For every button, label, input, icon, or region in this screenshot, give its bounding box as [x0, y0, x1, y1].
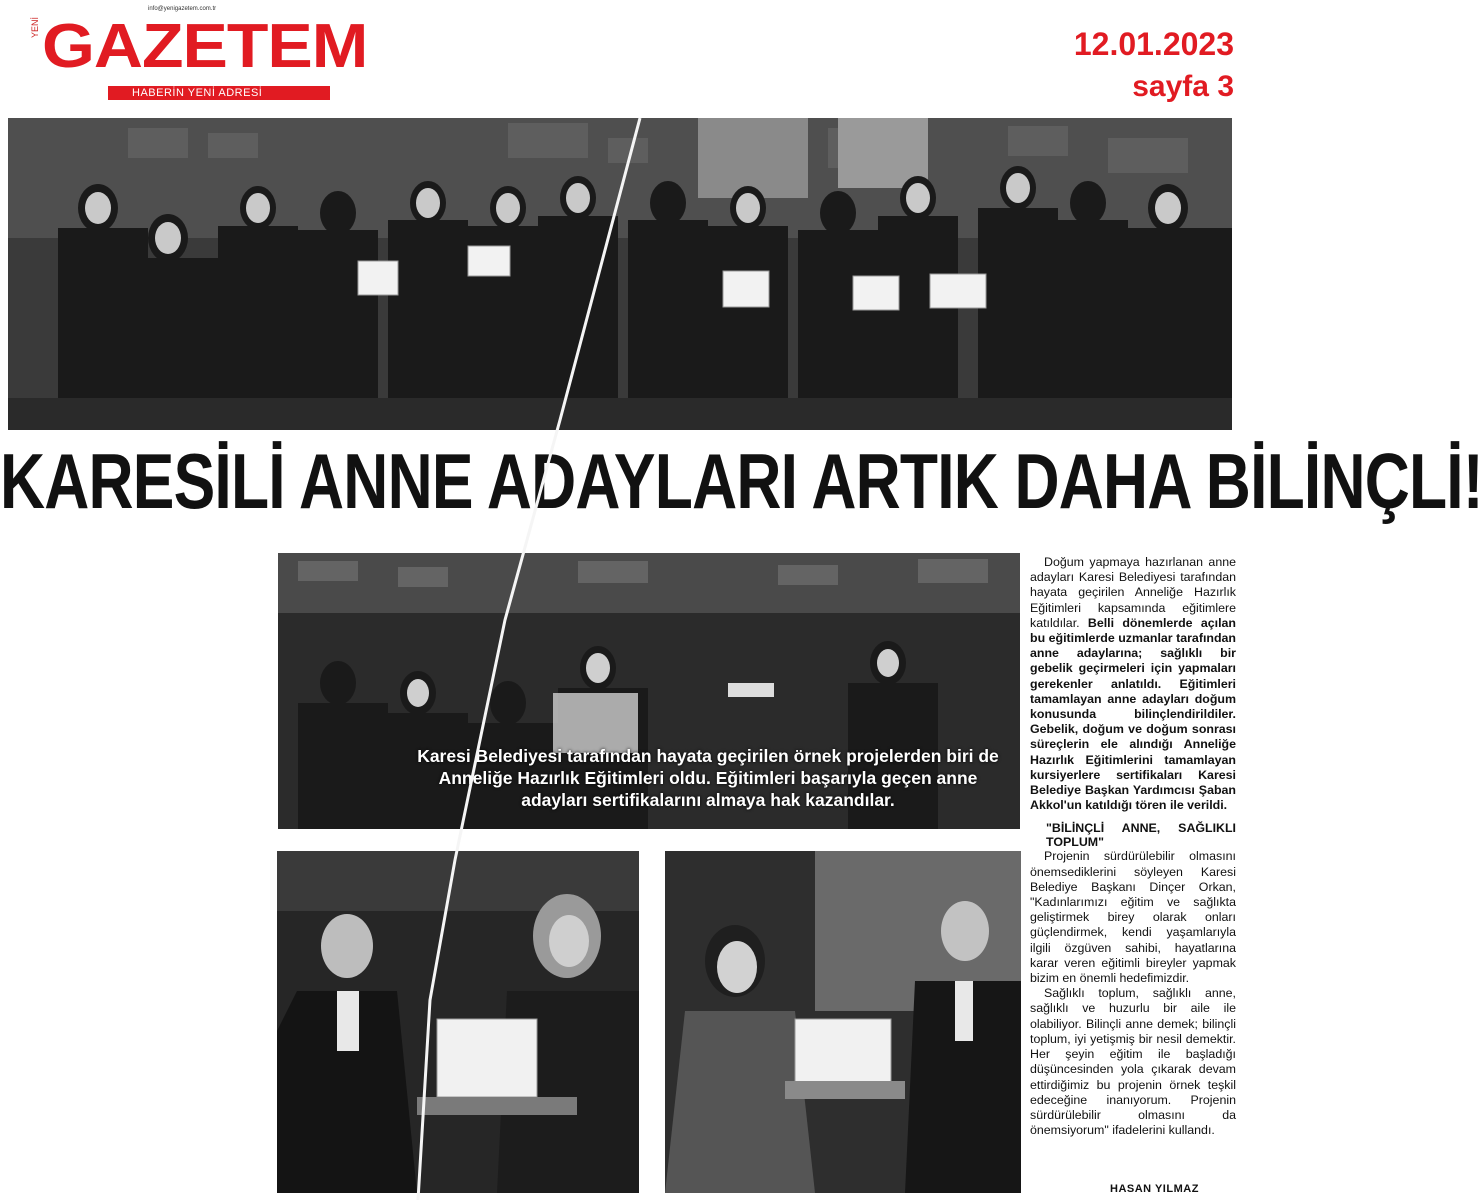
certificate-photo-right: [665, 851, 1021, 1193]
logo-prefix: YENİ: [30, 16, 40, 38]
article-body: [1030, 555, 1236, 1138]
publication-date: 12.01.2023: [1073, 26, 1234, 62]
article-paragraph-3: Sağlıklı toplum, sağlıklı anne, sağlıklı ve huzurlu bir aile ile olabiliyor. Bilinçli anne demek; bilinçli toplum, iyi yetişmiş bir nesil demektir. Her şeyin eğitim ile başladığı düşüncesinden yola çıkarak devam ettirdiğimiz bu projenin örnek teşkil edeceğine inanıyorum. Projenin sürdürülebilir olmasını da önemsiyorum" ifadelerini kullandı.: [1030, 986, 1236, 1138]
group-photo: [8, 118, 1232, 430]
masthead-logo: [8, 4, 368, 104]
classroom-photo: [278, 553, 1020, 829]
logo-slogan: HABERİN YENİ ADRESİ: [132, 87, 263, 99]
article-byline: HASAN YILMAZ: [1110, 1183, 1199, 1195]
logo-email: info@yenigazetem.com.tr: [148, 6, 217, 12]
article-subheading: "BİLİNÇLİ ANNE, SAĞLIKLI TOPLUM": [1046, 821, 1236, 850]
article-lead-bold: Belli dönemlerde açılan bu eğitimlerde uzmanlar tarafından anne adaylarına; sağlıklı bir gebelik geçirmeleri için yapmaları gerekenler anlatıldı. Eğitimleri tamamlayan anne adayları doğum konusunda bilinçlendirildiler.: [1030, 615, 1236, 722]
article-paragraph: [1030, 555, 1236, 813]
logo-name: GAZETEM: [42, 10, 368, 81]
certificate-photo-left: [277, 851, 639, 1193]
page-number: sayfa 3: [1132, 70, 1234, 103]
article-paragraph-2: Projenin sürdürülebilir olmasını önemsediklerini söyleyen Karesi Belediye Başkanı Dinçer Orkan, "Kadınlarımızı eğitim ve sağlıkta geliştirmek birey olarak onları güçlendirmek, kendi yaşamlarıyla ilgili özgüven sahibi, hayatlarına karar veren eğitimli bireyler yapmak bizim en önemli hedefimizdir.: [1030, 849, 1236, 986]
article-headline: KARESİLİ ANNE ADAYLARI ARTIK DAHA BİLİNÇLİ!: [0, 437, 1483, 525]
article-lead-rest: Gebelik, doğum ve doğum sonrası süreçlerin ele alındığı Anneliğe Hazırlık Eğitimlerini tamamlayan kursiyerlere sertifikaları Karesi Belediye Başkan Yardımcısı Şaban Akkol'un katıldığı tören ile verildi.: [1030, 722, 1236, 813]
article-lead: Doğum yapmaya hazırlanan anne adayları Karesi Belediyesi tarafından hayata geçirilen Anneliğe Hazırlık Eğitimleri kapsamında eğitimlere katıldılar.: [1030, 555, 1236, 630]
photo-caption: Karesi Belediyesi tarafından hayata geçirilen örnek projelerden biri de Anneliğe Hazırlık Eğitimleri oldu. Eğitimleri başarıyla geçen anne adayları sertifikalarını almaya hak kazandılar.: [417, 746, 999, 810]
